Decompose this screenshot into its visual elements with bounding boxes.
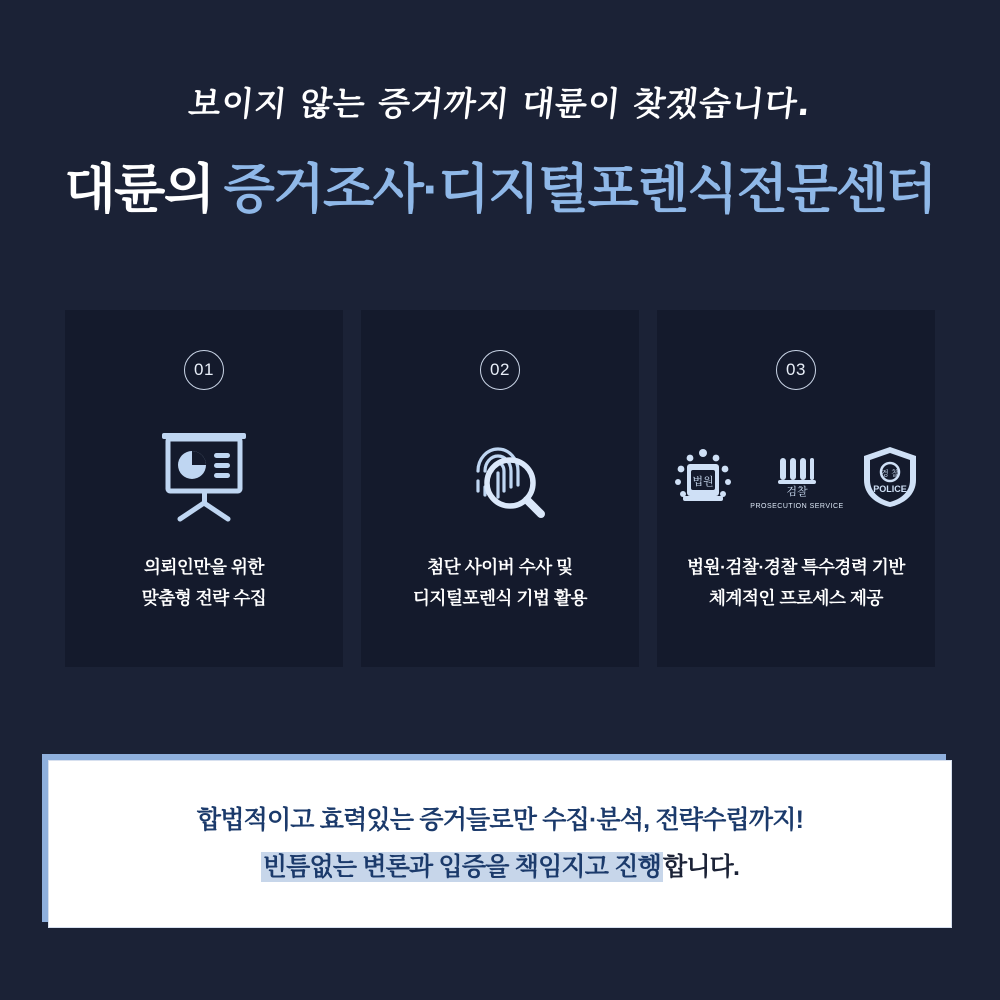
feature-card [65,310,343,667]
court-prosecution-police-emblems-icon [670,412,921,542]
svg-text:법원: 법원 [692,475,714,488]
page-title-main: 증거조사·디지털포렌식전문센터 [223,160,936,219]
feature-card-caption [687,552,905,613]
svg-text:경 찰: 경 찰 [880,469,899,478]
feature-card-caption [413,552,587,613]
summary-banner-line1: 합법적이고 효력있는 증거들로만 수집·분석, 전략수립까지! [196,805,804,834]
status-badge: 01 [184,350,224,390]
prosecution-emblem [750,454,843,510]
fingerprint-magnifier-icon [448,412,552,542]
feature-card-list [65,310,935,667]
summary-banner-line2 [261,844,739,892]
header-script-line: 보이지 않는 증거까지 대륜이 찾겠습니다. [186,84,814,123]
status-badge: 02 [480,350,520,390]
feature-card-caption-line2: 맞춤형 전략 수집 [141,587,267,608]
court-emblem [670,444,736,510]
page-title-prefix: 대륜의 [64,160,214,219]
feature-card-caption-line2: 디지털포렌식 기법 활용 [413,587,587,608]
feature-card-caption-line1: 첨단 사이버 수사 및 [427,557,573,577]
feature-card [361,310,639,667]
summary-banner-highlight: 빈틈없는 변론과 입증을 책임지고 진행 [262,853,661,881]
feature-card-caption [142,552,266,613]
summary-banner [48,760,952,928]
police-emblem [858,444,922,510]
svg-text:POLICE: POLICE [872,484,907,494]
header [0,0,1000,223]
feature-card-caption-line2: 체계적인 프로세스 제공 [709,587,883,608]
feature-card-caption-line1: 의뢰인만을 위한 [144,557,264,577]
feature-card [657,310,935,667]
prosecution-emblem-sublabel: PROSECUTION SERVICE [750,503,844,510]
page-title [0,147,1000,223]
feature-card-caption-line1: 법원·검찰·경찰 특수경력 기반 [687,557,905,577]
svg-text:검찰: 검찰 [786,485,808,498]
presentation-chart-icon [152,412,256,542]
status-badge: 03 [776,350,816,390]
summary-banner-tail: 합니다. [662,853,740,881]
